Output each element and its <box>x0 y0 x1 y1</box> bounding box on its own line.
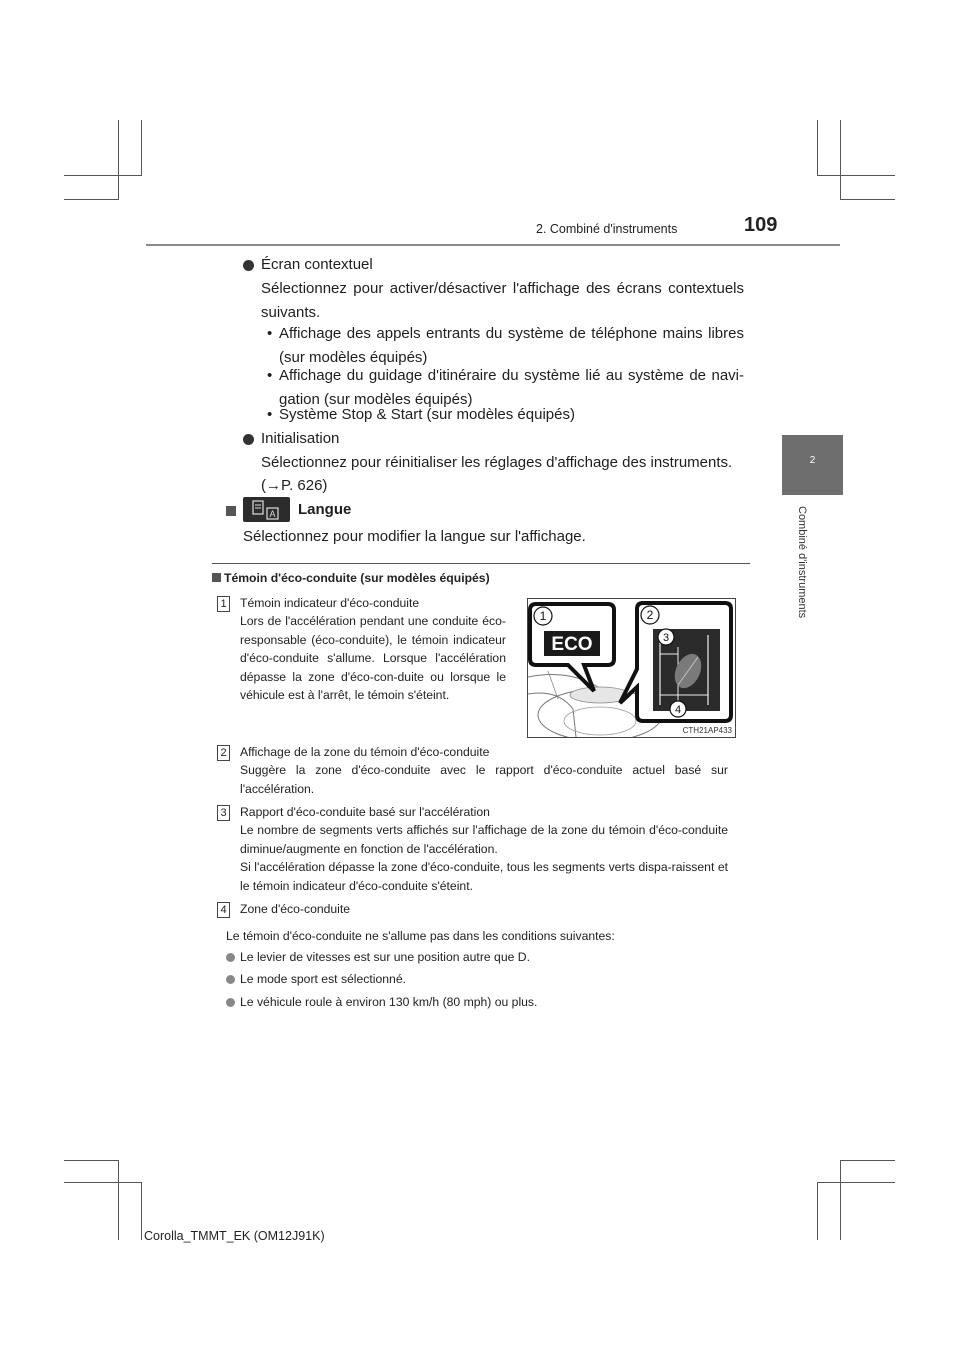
crop-mark <box>840 199 895 200</box>
callout-number: 3 <box>217 805 230 821</box>
crop-mark <box>141 1182 142 1240</box>
condition-item: Le levier de vitesses est sur une position autre que D. <box>240 950 530 964</box>
screen-popup-title: Écran contextuel <box>261 256 373 273</box>
crop-mark <box>118 1160 119 1240</box>
square-bullet-icon <box>212 573 221 582</box>
crop-mark <box>141 120 142 176</box>
langue-title: Langue <box>298 501 352 518</box>
conditions-intro: Le témoin d'éco-conduite ne s'allume pas dans les conditions suivantes: <box>226 929 615 943</box>
page-number: 109 <box>744 214 778 236</box>
callout-body: Lors de l'accélération pendant une conduite éco-responsable (éco-conduite), le témoin indicateur d'éco-conduite s'allume. Lorsque l'accélération dépasse la zone d'éco-con-duite ou lorsque le véhicule est à l'arrêt, le témoin s'éteint. <box>240 614 506 702</box>
list-bullet: • <box>267 406 273 423</box>
callout-title: Affichage de la zone du témoin d'éco-conduite <box>240 745 490 759</box>
crop-mark <box>64 175 142 176</box>
footer-model: Corolla_TMMT_EK (OM12J91K) <box>144 1229 325 1243</box>
list-bullet: • <box>267 367 273 384</box>
condition-item: Le véhicule roule à environ 130 km/h (80 mph) ou plus. <box>240 995 538 1009</box>
crop-mark <box>64 199 119 200</box>
callout-body: Suggère la zone d'éco-conduite avec le rapport d'éco-conduite actuel basé sur l'accélération. <box>240 763 728 796</box>
condition-item: Le mode sport est sélectionné. <box>240 972 406 986</box>
chapter-number: 2 <box>809 455 816 466</box>
crop-mark <box>817 1182 818 1240</box>
figure-label-2: 2 <box>646 608 654 622</box>
eco-section-title: Témoin d'éco-conduite (sur modèles équipés) <box>224 571 490 585</box>
bullet-icon <box>226 953 235 962</box>
callout-number: 1 <box>217 596 230 612</box>
section-title: 2. Combiné d'instruments <box>536 222 678 236</box>
initialisation-description: Sélectionnez pour réinitialiser les réglages d'affichage des instruments. <box>261 454 733 471</box>
callout-body-extra: Si l'accélération dépasse la zone d'éco-conduite, tous les segments verts dispa-raissent et le témoin indicateur d'éco-conduite s'éteint. <box>240 860 728 893</box>
list-item: Affichage des appels entrants du système de téléphone mains libres (sur modèles équipés) <box>279 325 744 366</box>
crop-mark <box>817 1182 895 1183</box>
figure-code: CTH21AP433 <box>682 726 732 735</box>
bullet-icon <box>243 260 254 271</box>
crop-mark <box>840 1160 895 1161</box>
figure-label-4: 4 <box>674 704 682 716</box>
section-divider <box>212 563 750 564</box>
eco-label: ECO <box>551 634 593 655</box>
crop-mark <box>817 175 895 176</box>
crop-mark <box>64 1160 119 1161</box>
list-item: Système Stop & Start (sur modèles équipés) <box>279 406 575 423</box>
crop-mark <box>118 120 119 200</box>
bullet-icon <box>226 975 235 984</box>
callout-body: Le nombre de segments verts affichés sur l'affichage de la zone du témoin d'éco-conduite diminue/augmente en fonction de l'accélération. <box>240 823 728 856</box>
crop-mark <box>817 120 818 176</box>
crop-mark <box>64 1182 142 1183</box>
langue-description: Sélectionnez pour modifier la langue sur l'affichage. <box>243 528 586 545</box>
crop-mark <box>840 120 841 200</box>
callout-title: Témoin indicateur d'éco-conduite <box>240 596 420 610</box>
list-bullet: • <box>267 325 273 342</box>
callout-number: 4 <box>217 902 230 918</box>
callout-number: 2 <box>217 745 230 761</box>
eco-indicator-figure <box>527 598 736 738</box>
header-rule <box>146 244 840 246</box>
callout-title: Zone d'éco-conduite <box>240 902 351 916</box>
figure-label-1: 1 <box>539 609 547 623</box>
callout-title: Rapport d'éco-conduite basé sur l'accélération <box>240 805 490 819</box>
bullet-icon <box>243 434 254 445</box>
language-icon <box>243 497 290 522</box>
square-bullet-icon <box>226 506 236 516</box>
initialisation-title: Initialisation <box>261 430 340 447</box>
initialisation-reference: (→P. 626) <box>261 477 328 494</box>
bullet-icon <box>226 998 235 1007</box>
chapter-title: Combiné d'instruments <box>796 506 808 619</box>
list-item: Affichage du guidage d'itinéraire du système lié au système de navi-gation (sur modèles équipés) <box>279 367 744 408</box>
svg-text:A: A <box>269 509 276 519</box>
crop-mark <box>840 1160 841 1240</box>
screen-popup-description: Sélectionnez pour activer/désactiver l'affichage des écrans contextuels suivants. <box>261 280 744 321</box>
figure-label-3: 3 <box>662 632 670 644</box>
